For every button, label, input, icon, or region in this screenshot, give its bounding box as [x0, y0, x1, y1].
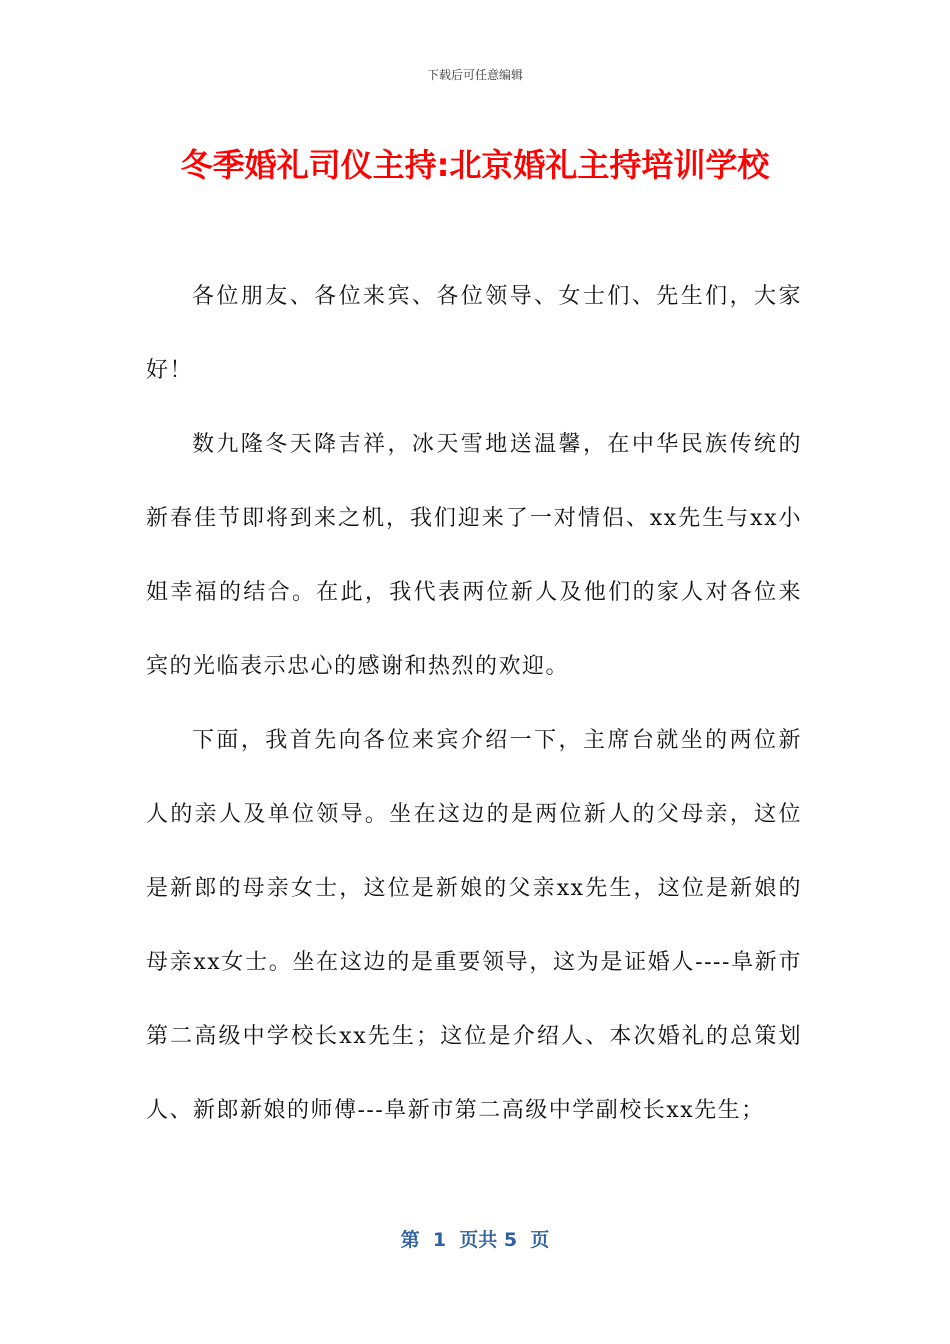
page-number-footer: 第 1 页共 5 页	[400, 1229, 550, 1251]
paragraph-greeting: 各位朋友、各位来宾、各位领导、女士们、先生们，大家好！	[146, 284, 802, 383]
header-note: 下载后可任意编辑	[426, 68, 523, 82]
paragraph-introduction: 下面，我首先向各位来宾介绍一下，主席台就坐的两位新人的亲人及单位领导。坐在这边的是两位新人的父母亲，这位是新郎的母亲女士，这位是新娘的父亲xx先生，这位是新娘的母亲xx女士。坐在这边的是重要领导，这为是证婚人----阜新市第二高级中学校长xx先生；这位是介绍人、本次婚礼的总策划人、新郎新娘的师傅---阜新市第二高级中学副校长xx先生；	[146, 728, 802, 1123]
document-body	[146, 260, 802, 1148]
paragraph-welcome: 数九隆冬天降吉祥，冰天雪地送温馨，在中华民族传统的新春佳节即将到来之机，我们迎来了一对情侣、xx先生与xx小姐幸福的结合。在此，我代表两位新人及他们的家人对各位来宾的光临表示忠心的感谢和热烈的欢迎。	[146, 432, 802, 679]
document-title: 冬季婚礼司仪主持:北京婚礼主持培训学校	[180, 146, 770, 184]
